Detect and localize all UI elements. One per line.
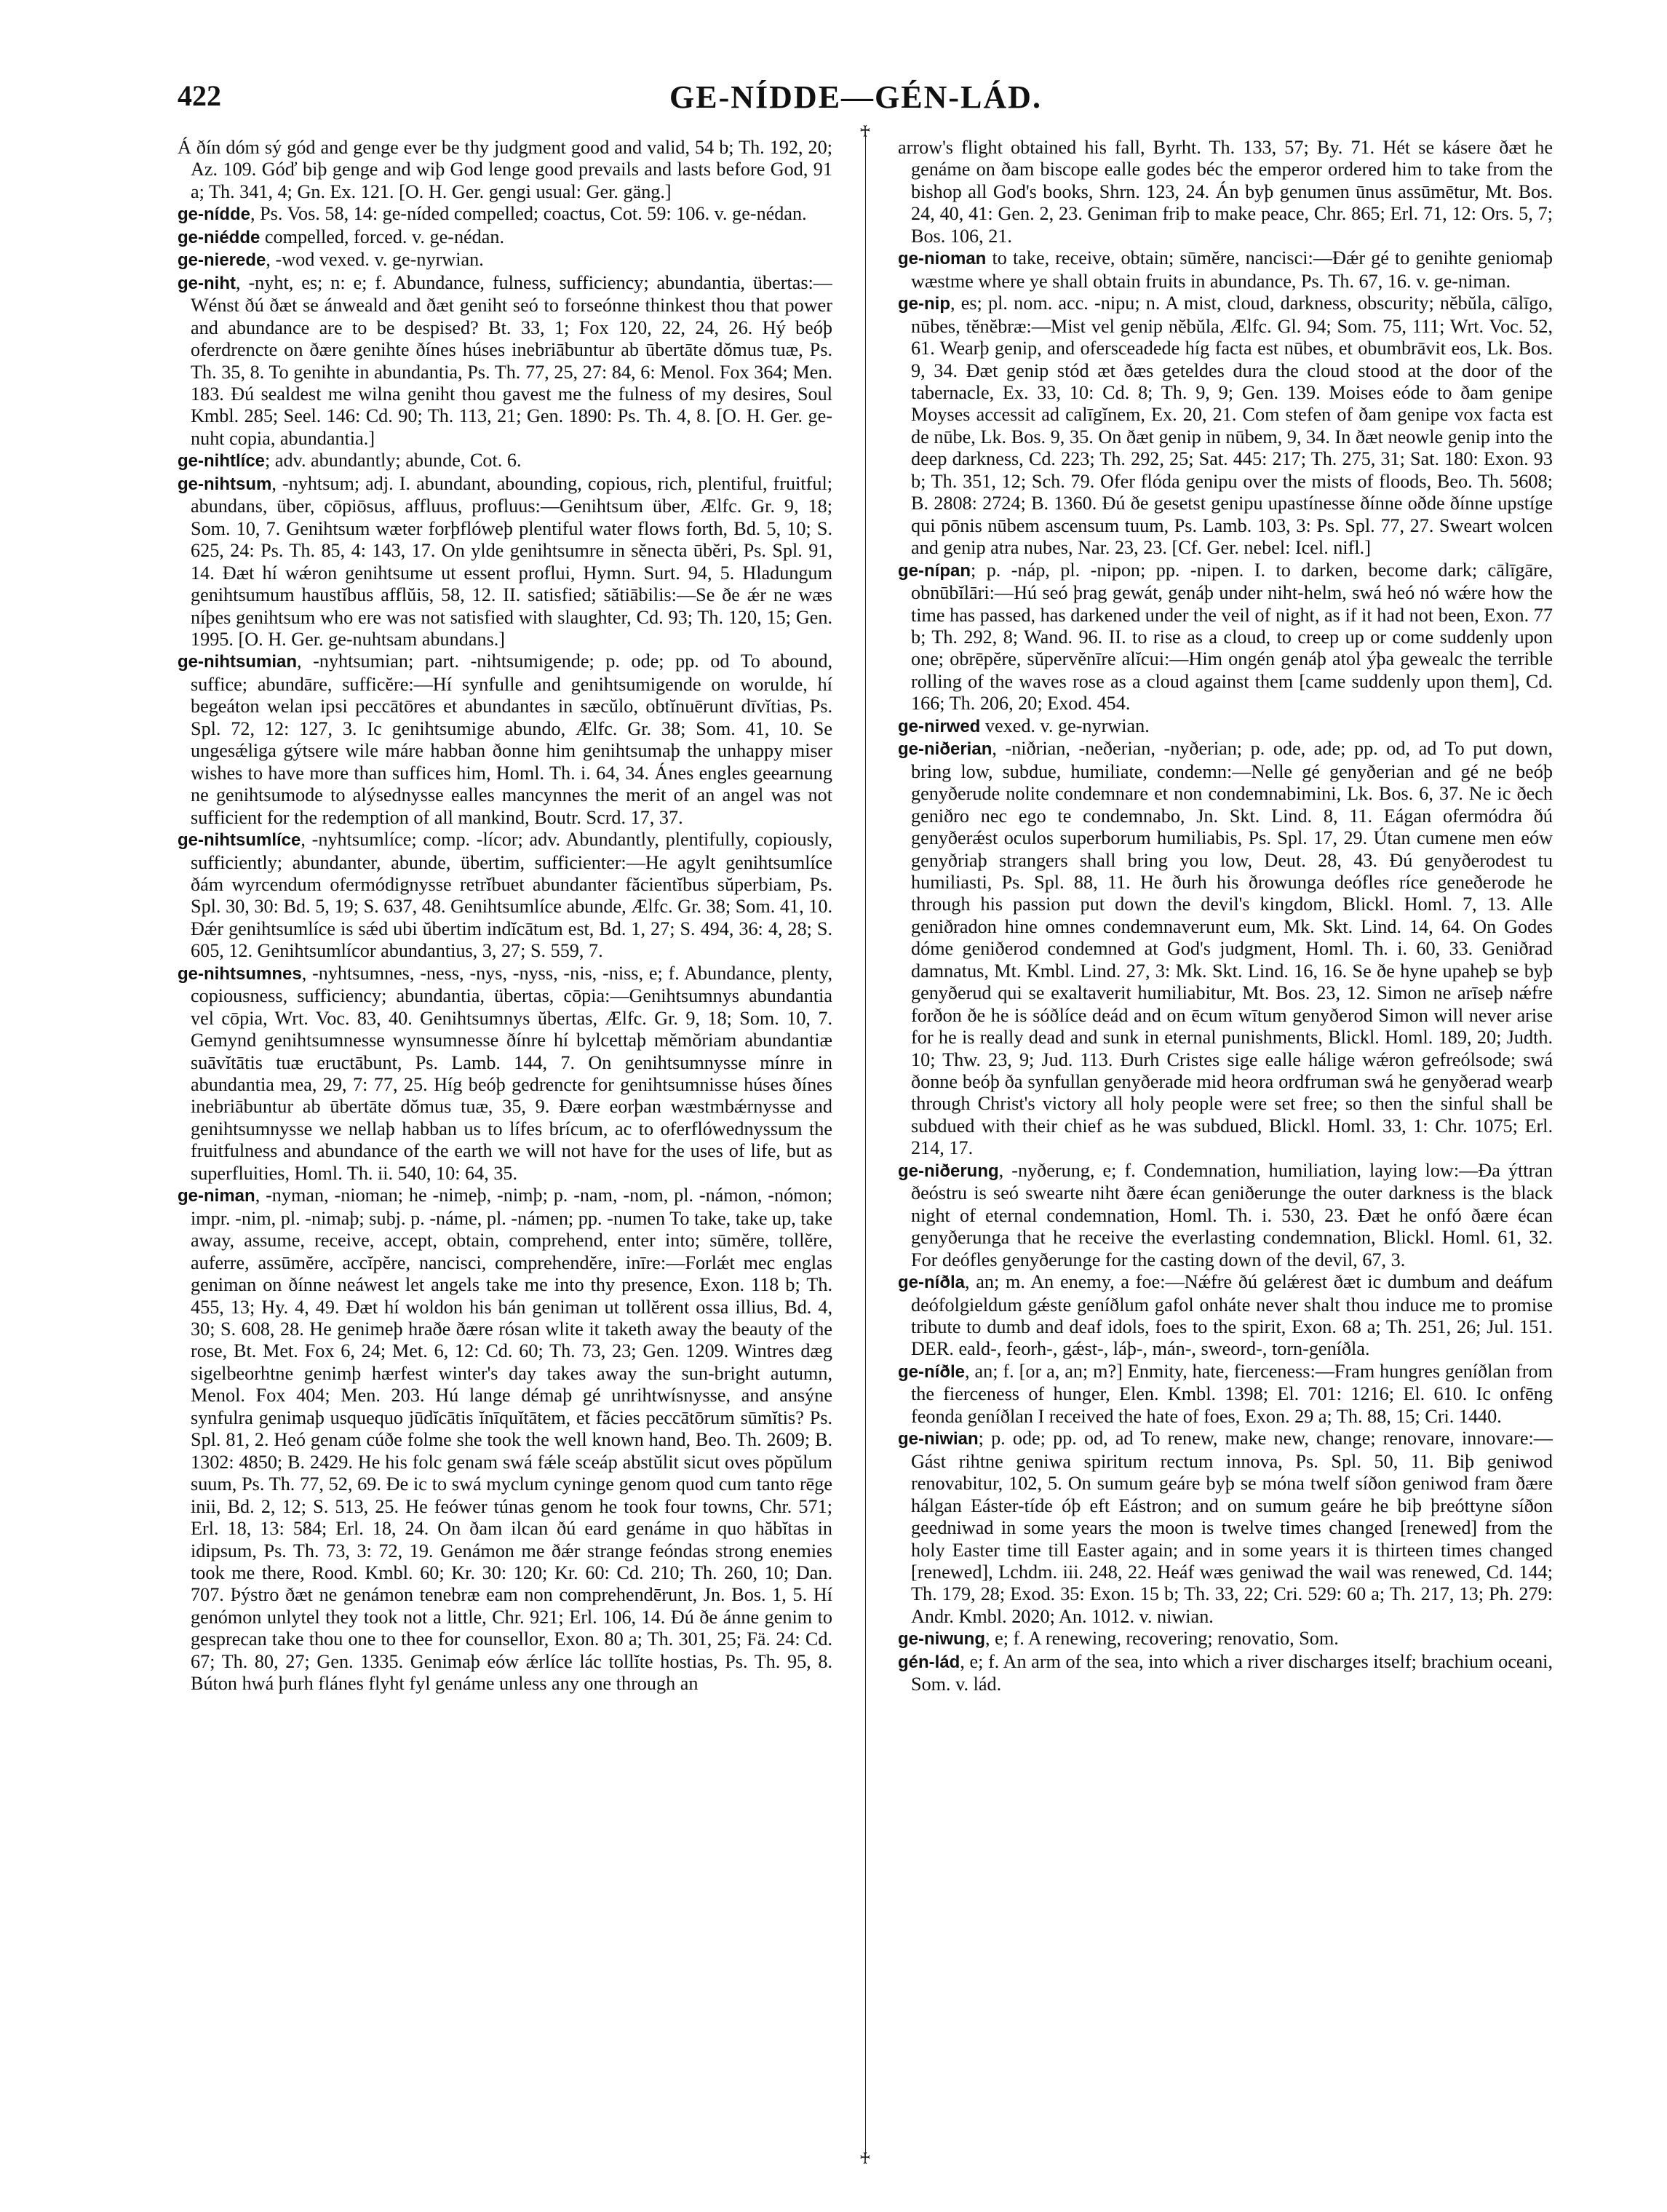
column-divider [865, 130, 866, 2160]
dictionary-entry: ge-níðla, an; m. An enemy, a foe:—Nǽfre ðú gelǽrest ðæt ic dumbum and deáfum deófolgieldum gǽste geníðlum gafol onháte never shalt thou induce me to promise tribute to dumb and deaf idols, foes to the spirit, Exon. 68 a; Th. 251, 26; Jul. 151. DER. eald-, feorh-, gǽst-, láþ-, mán-, sweord-, torn-geníðla. [898, 1271, 1553, 1360]
dictionary-entry: ge-niðerung, -nyðerung, e; f. Condemnation, humiliation, laying low:—Ða ýttran ðeóstru is seó swearte niht ðære écan geniðerunge the outer darkness is the black night of eternal condemnation, Homl. Th. i. 530, 23. Ðæt he onfó ðære écan genyðerunga that he receive the everlasting condemnation, Blickl. Homl. 61, 32. For deófles genyðerunge for the casting down of the devil, 67, 3. [898, 1159, 1553, 1270]
dictionary-entry: ge-nip, es; pl. nom. acc. -nipu; n. A mist, cloud, darkness, obscurity; nĕbŭla, cālīgo, nūbes, tĕnĕbræ:—Mist vel genip nĕbŭla, Ælfc. Gl. 94; Som. 75, 111; Wrt. Voc. 52, 61. Wearþ genip, and ofersceadede híg facta est nūbes, et obumbrāvit eos, Lk. Bos. 9, 34. Ðæt genip stód æt ðæs geteldes dura the cloud stood at the door of the tabernacle, Ex. 33, 10: Cd. 8; Th. 9, 9; Gen. 139. Moises eóde to ðam genipe Moyses accessit ad calīgĭnem, Ex. 20, 21. Com stefen of ðam genipe vox facta est de nūbe, Lk. Bos. 9, 35. On ðæt genip in nūbem, 9, 34. In ðæt neowle genip into the deep darkness, Cd. 223; Th. 292, 25; Sat. 445: 217; Th. 275, 31; Sat. 180: Exon. 93 b; Th. 351, 12; Sch. 79. Ofer flóda genipu over the mists of floods, Beo. Th. 5608; B. 2808: 2724; B. 1360. Ðú ðe gesetst genipu upastínesse ðínne oðde ðínne upstíge qui pōnis nūbem ascensum tuum, Ps. Lamb. 103, 3: Ps. Spl. 77, 27. Sweart wolcen and genip atra nubes, Nar. 23, 23. [Cf. Ger. nebel: Icel. nifl.] [898, 293, 1553, 559]
dictionary-entry: ge-nídde, Ps. Vos. 58, 14: ge-níded compelled; coactus, Cot. 59: 106. v. ge-nédan. [178, 203, 807, 225]
page-header [178, 79, 1534, 124]
dictionary-entry: ge-niht, -nyht, es; n: e; f. Abundance, fulness, sufficiency; abundantia, übertas:—Wénst ðú ðæt se ánweald and ðæt geniht seó to forseónne thinkest thou that power and abundance are to be despised? Bt. 33, 1; Fox 120, 22, 24, 26. Hý beóþ oferdrencte on ðære genihte ðínes húses inebriābuntur ab ūbertāte dŏmus tuæ, Ps. Th. 35, 8. To genihte in abundantia, Ps. Th. 77, 25, 27: 84, 6: Menol. Fox 364; Men. 183. Ðú sealdest me wilna geniht thou gavest me the fulness of my desires, Soul Kmbl. 285; Seel. 146: Cd. 90; Th. 113, 21; Gen. 1890: Ps. Th. 4, 8. [O. H. Ger. ge-nuht copia, abundantia.] [178, 271, 832, 449]
dictionary-entry: ge-niðerian, -niðrian, -neðerian, -nyðerian; p. ode, ade; pp. od, ad To put down, bring low, subdue, humiliate, condemn:—Nelle gé genyðerian and gé ne beóþ genyðerude nolite condemnare et non condemnabimini, Lk. Bos. 6, 37. Ne ic ðech geniðro nec ego te condemnabo, Jn. Skt. Lind. 8, 11. Eágan ofermódra ðú genyðerǽst oculos superborum humiliabis, Ps. Spl. 17, 29. Útan cumene men eów genyðriaþ strangers shall bring you low, Deut. 28, 43. Ðú genyðerodest tu humiliasti, Ps. Spl. 88, 11. He ðurh his ðrowunga deófles ríce geneðerode he through his passion put down the devil's kingdom, Blickl. Homl. 7, 13. Alle geniðradon hine omnes condemnaverunt eum, Mk. Skt. Lind. 14, 64. On Godes dóme geniðerod condemned at God's judgment, Homl. Th. i. 60, 33. Geniðrad damnatus, Mt. Kmbl. Lind. 27, 3: Mk. Skt. Lind. 16, 16. Se ðe hyne upaheþ se byþ genyðerud qui se exaltaverit humiliabitur, Mt. Bos. 23, 12. Simon ne arīseþ nǽfre forðon ðe he is sóðlíce deád and on ēcum wītum genyðerod Simon will never arise for he is really dead and sunk in eternal punishments, Blickl. Homl. 189, 20; Judth. 10; Thw. 23, 9; Jud. 113. Ðurh Cristes sige ealle hálige wǽron gefreólsode; swá ðonne beóþ ða synfullan genyðerade mid heora ordfruman swá he genyðerad wearþ through Christ's victory all holy people were set free; so then the sinful shall be subdued with their chief as he was subdued, Blickl. Homl. 33, 1: Chr. 1075; Erl. 214, 17. [898, 738, 1553, 1159]
dictionary-entry: ge-nierede, -wod vexed. v. ge-nyrwian. [178, 249, 484, 271]
dictionary-entry: ge-nioman to take, receive, obtain; sūmĕre, nancisci:—Ðǽr gé to genihte geniomaþ wæstme where ye shall obtain fruits in abundance, Ps. Th. 67, 16. v. ge-niman. [898, 247, 1553, 292]
dictionary-entry: ge-niwung, e; f. A renewing, recovering; renovatio, Som. [898, 1628, 1339, 1650]
dictionary-entry: ge-nihtlíce; adv. abundantly; abunde, Cot. 6. [178, 450, 522, 472]
dictionary-entry: ge-nihtsum, -nyhtsum; adj. I. abundant, abounding, copious, rich, plentiful, fruitful; abundans, über, cōpiōsus, affluus, profluus:—Genihtsum über, Ælfc. Gr. 9, 18; Som. 10, 7. Genihtsum wæter forþflóweþ plentiful water flows forth, Bd. 5, 10; S. 625, 24: Ps. Th. 85, 4: 143, 17. On ylde genihtsumre in sĕnecta ūbĕri, Ps. Spl. 91, 14. Ðæt hí wǽron genihtsume ut essent proflui, Hymn. Surt. 94, 5. Hladungum genihtsumum haustĭbus afflŭis, 58, 12. II. satisfied; sătiābilis:—Se ðe ǽr ne wæs níþes genihtsum who ere was not satisfied with slaughter, Cd. 93; Th. 120, 15; Gen. 1995. [O. H. Ger. ge-nuhtsam abundans.] [178, 472, 832, 650]
page-number: 422 [178, 79, 221, 112]
running-title: GE-NÍDDE—GÉN-LÁD. [669, 79, 1042, 115]
dictionary-entry: arrow's flight obtained his fall, Byrht. Th. 133, 57; By. 71. Hét se kásere ðæt he genáme on ðam biscope ealle godes béc the emperor ordered him to take from the bishop all God's books, Shrn. 123, 24. Án byþ genumen ūnus assūmētur, Mt. Bos. 24, 40, 41: Gen. 2, 23. Geniman friþ to make peace, Chr. 865; Erl. 71, 12: Ors. 5, 7; Bos. 106, 21. [898, 137, 1553, 247]
dictionary-entry: ge-nihtsumlíce, -nyhtsumlíce; comp. -lícor; adv. Abundantly, plentifully, copiously, sufficiently; abundanter, abunde, übertim, sufficienter:—He agylt genihtsumlíce ðám wyrcendum ofermódignysse retrĭbuet abundanter făcientĭbus sŭperbiam, Ps. Spl. 30, 30: Bd. 5, 19; S. 637, 48. Genihtsumlíce abunde, Ælfc. Gr. 38; Som. 41, 10. Ðǽr genihtsumlíce is sǽd ubi ŭbertim indĭcātum est, Bd. 1, 27; S. 494, 36: 4, 28; S. 605, 12. Genihtsumlícor abundantius, 3, 27; S. 559, 7. [178, 829, 832, 962]
dictionary-entry: ge-niman, -nyman, -nioman; he -nimeþ, -nimþ; p. -nam, -nom, pl. -námon, -nómon; impr. -nim, pl. -nimaþ; subj. p. -náme, pl. -námen; pp. -numen To take, take up, take away, assume, receive, accept, obtain, comprehend, enter into; sūmĕre, tollĕre, auferre, assūmĕre, accĭpĕre, nancisci, comprehendĕre, inīre:—Forlǽt mec englas geniman on ðínne neáwest let angels take me into thy presence, Exon. 118 b; Th. 455, 13; Hy. 4, 49. Ðæt hí woldon his bán geniman ut tollĕrent ossa illius, Bd. 4, 30; S. 608, 28. He genimeþ hraðe ðære rósan wlite it taketh away the beauty of the rose, Bt. Met. Fox 6, 24; Met. 6, 12: Cd. 60; Th. 73, 23; Gen. 1209. Wintres dæg sigelbeorhtne genimþ hærfest winter's day takes away the sun-bright autumn, Menol. Fox 404; Men. 203. Hú lange démaþ gé unrihtwísnysse, and ansýne synfulra genimaþ usquequo jūdĭcātis ĭnīquĭtātem, et făcies peccātōrum sūmĭtis? Ps. Spl. 81, 2. Heó genam cúðe folme she took the well known hand, Beo. Th. 2609; B. 1302: 4850; B. 2429. He his folc genam swá fǽle sceáp abstŭlit sicut oves pŏpŭlum suum, Ps. Th. 77, 52, 69. Ðe ic to swá myclum cyninge genom quod cum tanto rēge inii, Bd. 2, 12; S. 513, 25. He feówer túnas genom he took four towns, Chr. 571; Erl. 18, 13: 584; Erl. 18, 24. On ðam ilcan ðú eard genáme in quo hăbĭtas in idipsum, Ps. Th. 73, 3: 72, 19. Genámon me ðǽr strange feóndas strong enemies took me there, Rood. Kmbl. 60; Kr. 30: 120; Kr. 60: Cd. 210; Th. 260, 10; Dan. 707. Þýstro ðæt ne genámon tenebræ eam non comprehendērunt, Jn. Bos. 1, 5. Hí genómon unlytel they took not a little, Chr. 921; Erl. 106, 14. Ðú ðe ánne genim to gesprecan take thou one to thee for counsellor, Exon. 80 a; Th. 301, 25; Fä. 24: Cd. 67; Th. 80, 27; Gen. 1335. Genimaþ eów ǽrlíce lác tollĭte hostias, Ps. Th. 95, 8. Búton hwá þurh flánes flyht fyl genáme unless any one through an [178, 1185, 832, 1695]
dictionary-entry: ge-nihtsumian, -nyhtsumian; part. -nihtsumigende; p. ode; pp. od To abound, suffice; abundāre, sufficĕre:—Hí synfulle and genihtsumigende on woruldе, hí begeáton welan ipsi peccātōres et abundantes in sæcŭlo, obtĭnuērunt dīvĭtias, Ps. Spl. 72, 12: 127, 3. Ic genihtsumige abundo, Ælfc. Gr. 38; Som. 41, 10. Se ungesǽliga gýtsere wile máre habban ðonne him genihtsumaþ the unhappy miser wishes to have more than suffices him, Homl. Th. i. 64, 34. Ánes engles geearnung ne genihtsumode to alýsednysse ealles mancynnes the merit of an angel was not sufficient for the redemption of all mankind, Boutr. Scrd. 17, 37. [178, 651, 832, 828]
dictionary-entry: ge-nihtsumnes, -nyhtsumnes, -ness, -nys, -nyss, -nis, -niss, e; f. Abundance, plenty, copiousness, sufficiency; abundantia, übertas, cōpia:—Genihtsumnys abundantia vel cōpia, Wrt. Voc. 83, 40. Genihtsumnys ŭbertas, Ælfc. Gr. 9, 18; Som. 10, 7. Gemynd genihtsumnesse wynsumnesse ðínre hí bylcettaþ mĕmŏriam abundantiæ suāvĭtātis tuæ eructābunt, Ps. Lamb. 144, 7. On genihtsumnysse mínre in abundantia mea, 29, 7: 77, 25. Híg beóþ gedrencte for genihtsumnisse húses ðínes inebriābuntur ab ūbertāte dŏmus tuæ, 35, 9. Ðære eorþan wæstmbǽrnysse and genihtsumnysse we nellaþ habban us to lífes brícum, ac to oferflówednyssum the fruitfulness and abundance of the earth we will not have for the uses of life, but as superfluities, Homl. Th. ii. 540, 10: 64, 35. [178, 962, 832, 1184]
ornament-top: ♰ [859, 122, 872, 140]
dictionary-entry: ge-niwian; p. ode; pp. od, ad To renew, make new, change; renovare, innovare:—Gást rihtne geniwa spiritum rectum innova, Ps. Spl. 50, 11. Biþ geniwod renovabitur, 102, 5. On sumum geáre byþ se móna twelf síðon geniwod fram ðære hálgan Eáster-tíde óþ eft Eástron; and on sumum geáre he biþ þreóttyne síðon geedniwad in some years the moon is twelve times changed [renewed] from the holy Easter time till Easter again; and in some years it is thirteen times changed [renewed], Lchdm. iii. 248, 22. Heáf wæs geniwad the wail was renewed, Cd. 144; Th. 179, 28; Exod. 35: Exon. 15 b; Th. 33, 22; Cri. 529: 60 a; Th. 217, 13; Ph. 279: Andr. Kmbl. 2020; An. 1012. v. niwian. [898, 1428, 1553, 1627]
dictionary-entry: ge-nípan; p. -náp, pl. -nipon; pp. -nipen. I. to darken, become dark; cālīgāre, obnūbĭlāri:—Hú seó þrag gewát, genáþ under niht-helm, swá heó nó wǽre how the time has passed, has darkened under the veil of night, as if it had not been, Exon. 77 b; Th. 292, 8; Wand. 96. II. to rise as a cloud, to creep up or come suddenly upon one; obrēpĕre, sŭpervĕnīre alĭcui:—Him ongén genáþ atol ýþa gewealc the terrible rolling of the waves rose as a cloud against them [came suddenly upon them], Cd. 166; Th. 206, 20; Exod. 454. [898, 559, 1553, 715]
dictionary-entry: Á ðín dóm sý gód and genge ever be thy judgment good and valid, 54 b; Th. 192, 20; Az. 109. Góď biþ genge and wiþ God lenge good prevails and lasts before God, 91 a; Th. 341, 4; Gn. Ex. 121. [O. H. Ger. gengi usual: Ger. gäng.] [178, 137, 832, 202]
left-column [178, 137, 832, 2145]
right-column [898, 137, 1553, 2145]
ornament-bottom: ♰ [859, 2149, 872, 2168]
dictionary-entry: ge-nirwed vexed. v. ge-nyrwian. [898, 715, 1150, 736]
dictionary-entry: ge-níðle, an; f. [or a, an; m?] Enmity, hate, fierceness:—Fram hungres geníðlan from the fierceness of hunger, Elen. Kmbl. 1398; El. 701: 1216; El. 610. Ic onfēng feonda geníðlan I received the hate of foes, Exon. 29 a; Th. 88, 15; Cri. 1440. [898, 1360, 1553, 1427]
dictionary-entry: gén-lád, e; f. An arm of the sea, into which a river discharges itself; brachium oceani, Som. v. lád. [898, 1650, 1553, 1695]
dictionary-entry: ge-niédde compelled, forced. v. ge-nédan. [178, 226, 505, 247]
